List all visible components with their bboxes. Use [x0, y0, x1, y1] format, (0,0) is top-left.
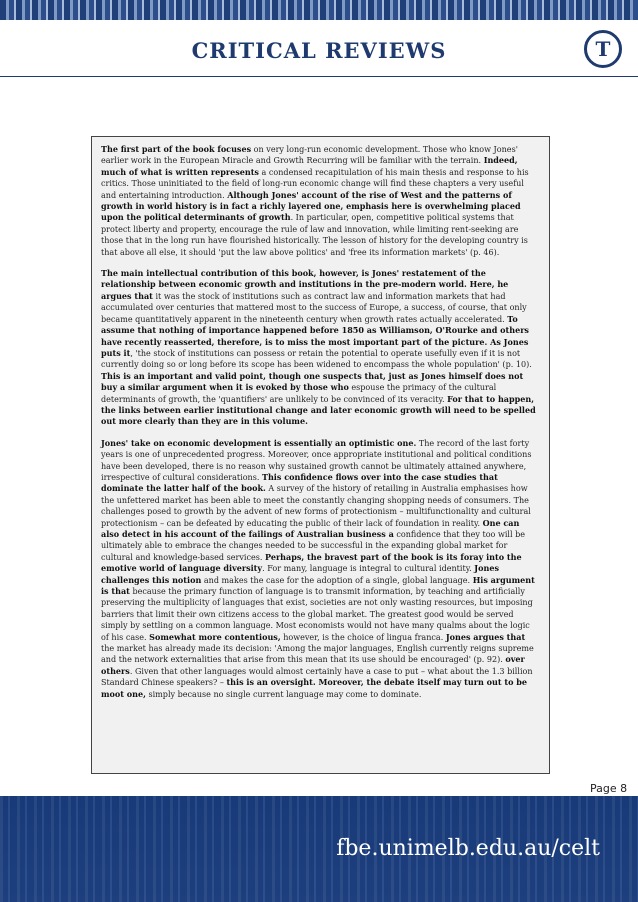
text-run: simply because no single current language may come to dominate. [145, 689, 422, 699]
text-run: a condensed recapitulation of his main thesis and response to his critics. Those uninitiated to the field of long-run economic change will find these chapters a very useful and entertaining introduction. [101, 167, 529, 200]
footer-url-link[interactable]: fbe.unimelb.edu.au/celt [336, 836, 600, 861]
bold-phrase: Perhaps, the bravest part of the book is its foray into the emotive world of language diversity [101, 551, 522, 574]
text-run: however, is the choice of lingua franca. [280, 632, 446, 642]
text-run: . In particular, open, competitive political systems that protect liberty and property, encourage the rule of law and innovation, while limiting rent-seeking are those that in the long run have flourished historically. The lesson of history for the developing country is that above all else, it should 'put the law above politics' and 'free its information markets' (p. 46). [101, 213, 528, 257]
text-run: because the primary function of language is to transmit information, by teaching and artificially preserving the multiplicity of languages that exist, societies are not only wasting resources, but imposing barriers that limit their own citizens access to the global market. The greatest good would be served simply by settling on a common language. Most economists would not have many qualms about the logic of his case. [101, 587, 533, 642]
review-paragraph-1 [101, 144, 540, 258]
page-number: Page 8 [590, 782, 628, 795]
review-text-box [91, 136, 550, 774]
text-run: . For many, language is integral to cultural identity. [262, 564, 475, 574]
page-title: CRITICAL REVIEWS [191, 38, 447, 63]
bold-phrase: To assume that nothing of importance happened before 1850 as Williamson, O'Rourke and others have recently reasserted, therefore, is to miss the most important part of the picture. As Jones puts it [101, 313, 529, 358]
section-badge: T [584, 30, 622, 68]
bold-phrase: Somewhat more contentious, [149, 631, 281, 642]
bold-phrase: over others [101, 654, 525, 676]
bold-phrase: The first part of the book focuses [101, 144, 252, 154]
top-decorative-strip [0, 0, 638, 20]
footer-banner [0, 796, 638, 902]
bold-phrase: Jones argues that [445, 631, 526, 642]
text-run: on very long-run economic development. Those who know Jones' earlier work in the European Miracle and Growth Recurring will be familiar with the terrain. [101, 145, 518, 166]
bold-phrase: His argument is that [101, 574, 535, 597]
text-run: A survey of the history of retailing in Australia emphasises how the unfettered market has been able to meet the constantly changing shopping needs of consumers. The challenges posed to growth by the advent of new forms of protectionism – multifunctionality and cultural protectionism – can be defeated by educating the public of their lack of foundation in reality. [101, 484, 531, 528]
text-run: and makes the case for the adoption of a single, global language. [201, 575, 473, 585]
bold-phrase: Jones' take on economic development is essentially an optimistic one. [101, 437, 417, 448]
bold-phrase: this is an oversight. Moreover, the debate itself may turn out to be moot one, [101, 677, 527, 699]
text-run: The record of the last forty years is one of unprecedented progress. Moreover, once appropriate institutional and political conditions have been developed, there is no reason why sustained growth cannot be ultimately attained anywhere, irrespective of cultural considerations. [101, 438, 532, 482]
text-run: . Given that other languages would almost certainly have a case to put – what about the 1.3 billion Standard Chinese speakers? – [101, 666, 533, 688]
text-run: espouse the primacy of the cultural determinants of growth, the 'quantifiers' are unlikely to be convinced of its veracity. [101, 383, 497, 404]
page-header [0, 20, 638, 77]
bold-phrase: For that to happen, the links between earlier institutional change and later economic growth will need to be spelled out more clearly than they are in this volume. [101, 393, 536, 427]
bold-phrase: This confidence flows over into the case studies that dominate the latter half of the book. [101, 471, 498, 494]
review-paragraph-3 [101, 438, 540, 700]
bold-phrase: Indeed, much of what is written represents [101, 155, 518, 177]
text-run: it was the stock of institutions such as contract law and information markets that had accumulated over centuries that mattered most to the success of Europe, a success, of course, that only became quantitatively apparent in the nineteenth century when growth rates actually accelerated. [101, 291, 527, 324]
bold-phrase: One can also detect in his account of the failings of Australian business a [101, 517, 520, 539]
text-run: confidence that they too will be ultimately able to embrace the changes needed to be successful in the expanding global market for cultural and knowledge-based services. [101, 530, 526, 562]
bold-phrase: Jones challenges this notion [101, 563, 499, 585]
bold-phrase: Although Jones' account of the rise of West and the patterns of growth in world history is in fact a richly layered one, emphasis here is overwhelming placed upon the political determinants of growth [101, 189, 521, 223]
review-paragraph-2 [101, 268, 540, 428]
text-run: , 'the stock of institutions can possess or retain the potential to operate usefully even if it is not currently doing so or long before its scope has been widened to encompass the whole population' (p. 10). [101, 348, 532, 370]
text-run: the market has already made its decision: 'Among the major languages, English currently reigns supreme and the network externalities that arise from this mean that its use should be encouraged' (p. 92). [101, 644, 534, 665]
bold-phrase: This is an important and valid point, though one suspects that, just as Jones himself does not buy a similar argument when it is evoked by those who [101, 370, 524, 393]
bold-phrase: The main intellectual contribution of this book, however, is Jones' restatement of the relationship between economic growth and institutions in the pre-modern world. Here, he argues that [101, 268, 509, 301]
